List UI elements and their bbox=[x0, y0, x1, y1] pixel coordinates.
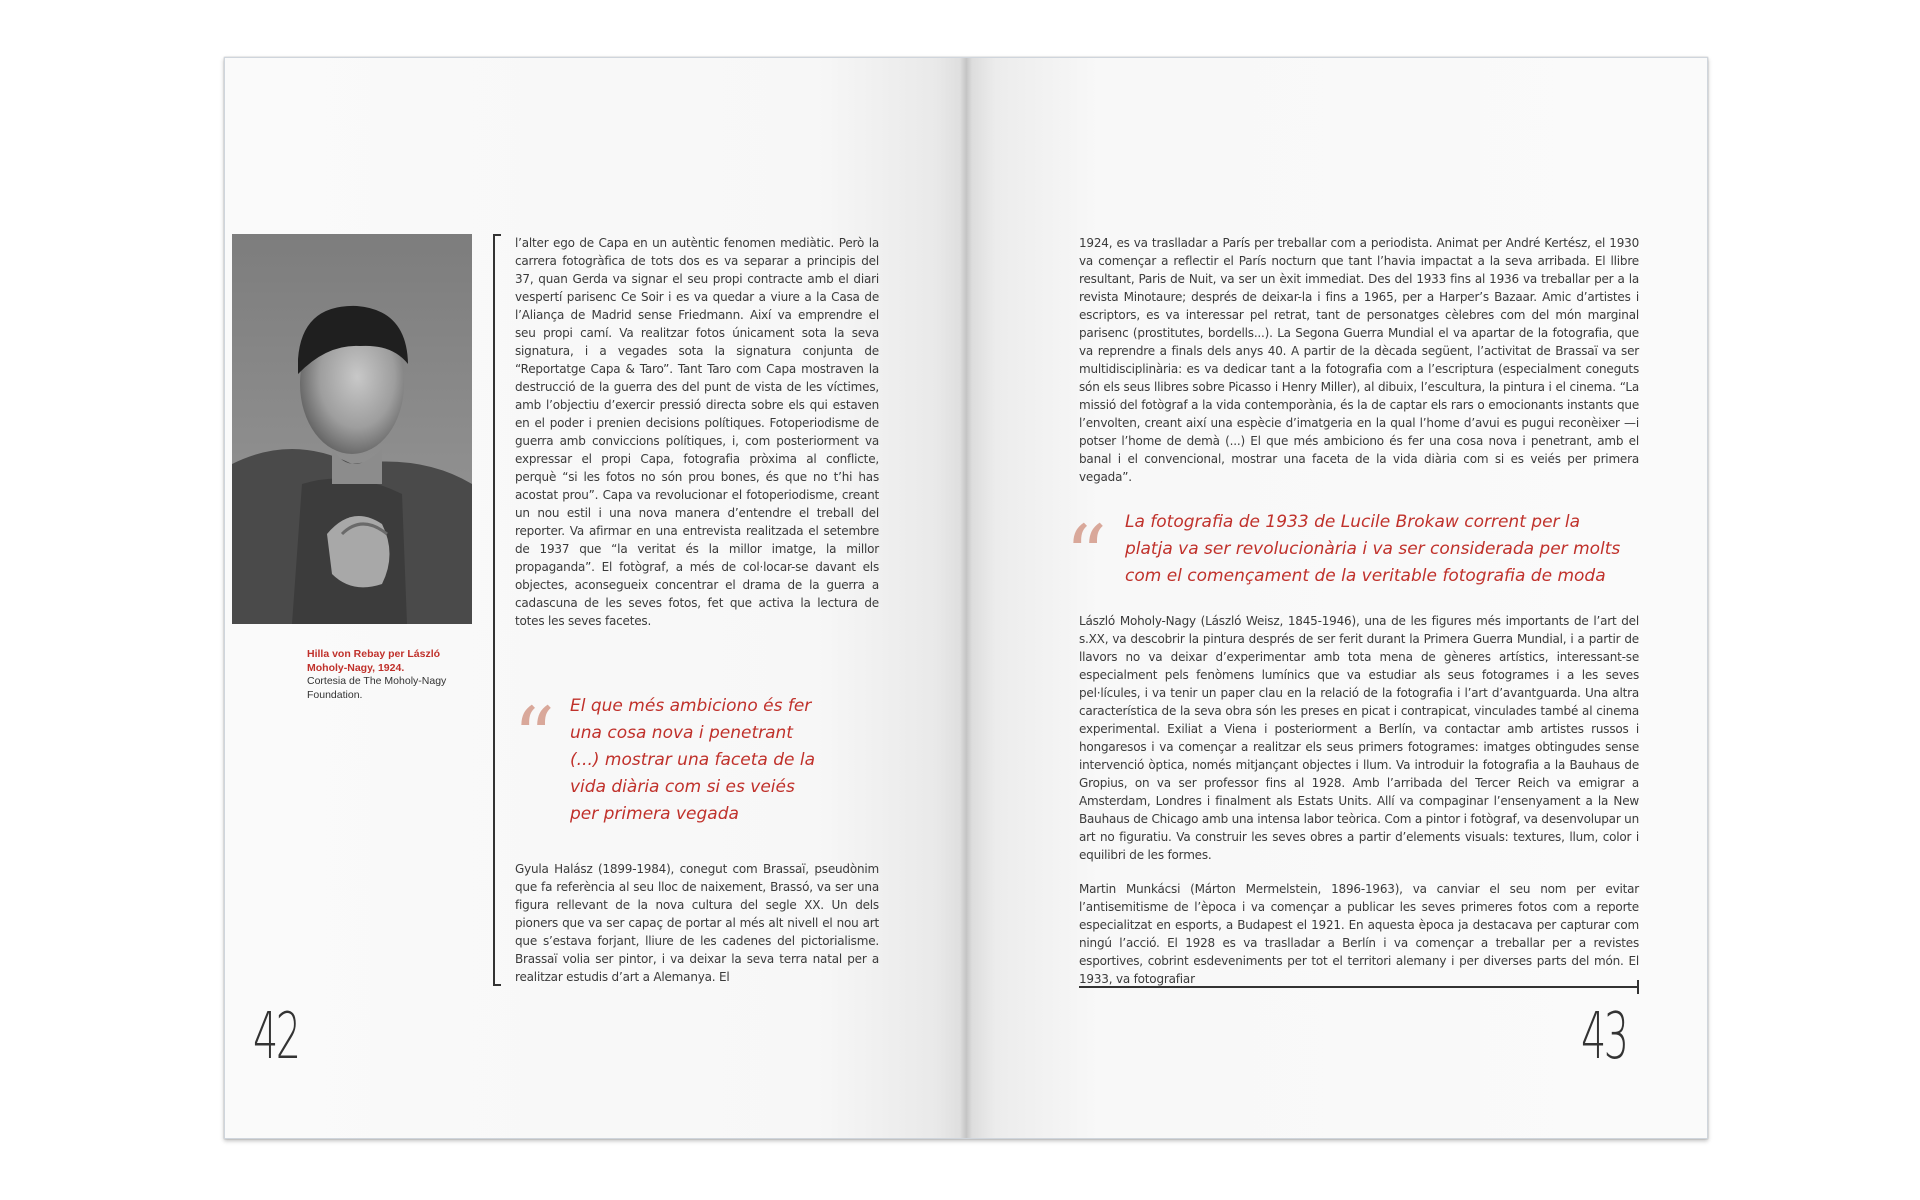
right-pull-quote: La fotografia de 1933 de Lucile Brokaw corrent per la platja va ser revolucionària i va ser considerada per molts com el començament de la veritable fotografia de moda bbox=[1125, 512, 1621, 586]
horizontal-rule bbox=[1079, 986, 1639, 988]
book-gutter bbox=[960, 58, 972, 1138]
left-pull-quote: El que més ambiciono és fer una cosa nova i penetrant (...) mostrar una faceta de la vida diària com si es veiés per primera vegada bbox=[570, 696, 816, 824]
left-page bbox=[225, 58, 966, 1138]
right-body-text-2: László Moholy-Nagy (László Weisz, 1845-1946), una de les figures més importants de l’art del s.XX, va descobrir la pintura després de ser ferit durant la Primera Guerra Mundial, i a partir de llavors no va deixar d’experimentar amb tota mena de gèneres artístics, interessant-se especialment pels fenòmens lumínics que va estudiar als seus fotogrames i a les seves pel·lícules, i va tenir un paper clau en la relació de la fotografia i l’art d’avantguarda. Una altra característica de la seva obra són les preses en picat i contrapicat, vinculades també al cinema experimental. Exiliat a Viena i posteriorment a Berlín, va contactar amb artistes russos i hongaresos i va començar a realitzar els seus primers fotogrames: imatges obtingudes sense intervenció òptica, només mitjançant objectes i llum. Va introduir la fotografia a la Bauhaus de Gropius, on va ser professor fins al 1928. Amb l’arribada del Tercer Reich va emigrar a Amsterdam, Londres i finalment als Estats Units. Allí va compaginar l’ensenyament a la New Bauhaus de Chicago amb una intensa labor teòrica. Com a pintor i fotògraf, va desenvolupar un art no figuratiu. Va construir les seves obres a partir d’elements visuals: textures, llum, color i equilibri de les formes. bbox=[1079, 614, 1639, 862]
caption-credit: Cortesia de The Moholy-Nagy Foundation. bbox=[307, 675, 447, 701]
left-body-text-2: Gyula Halász (1899-1984), conegut com Brassaï, pseudònim que fa referència al seu lloc de naixement, Brassó, va ser una figura rellevant de la nova cultura del segle XX. Un dels pioners que va ser capaç de portar al més alt nivell el nou art que s’estava forjant, lliure de les cadenes del pictorialisme. Brassaï volia ser pintor, i va deixar la seva terra natal per a realitzar estudis d’art a Alemanya. El bbox=[515, 862, 879, 984]
photo-caption bbox=[307, 648, 467, 702]
caption-title: Hilla von Rebay per László Moholy-Nagy, 1924. bbox=[307, 648, 441, 674]
quote-mark-icon: “ bbox=[1065, 509, 1107, 604]
vertical-rule-cap-bottom bbox=[493, 984, 501, 986]
vertical-rule bbox=[493, 234, 495, 986]
page-number-right: 43 bbox=[1581, 1000, 1627, 1074]
vertical-rule-cap-top bbox=[493, 234, 501, 236]
page-number-left: 42 bbox=[253, 1000, 299, 1074]
right-body-text-1: 1924, es va traslladar a París per treballar com a periodista. Animat per André Kertész, el 1930 va començar a reflectir el París nocturn que tant l’havia impactat a la seva arribada. El llibre resultant, Paris de Nuit, va ser un èxit immediat. Des del 1933 fins al 1936 va treballar per a la revista Minotaure; després de deixar-la i fins a 1965, per a Harper’s Bazaar. Amic d’artistes i escriptors, es va interessar pel retrat, tant de personatges cèlebres com del món marginal parisenc (prostitutes, bordells...). La Segona Guerra Mundial el va apartar de la fotografia, que va reprendre a finals dels anys 40. A partir de la dècada següent, l’activitat de Brassaï va ser multidisciplinària: es va dedicar tant a la fotografia com a l’escriptura (especialment coneguts són els seus llibres sobre Picasso i Henry Miller), al dibuix, l’escultura, la pintura i el cinema. “La missió del fotògraf a la vida contemporània, és la de captar els rars o emocionants instants que l’envolten, creant així una espècie d’imatgeria en la qual l’home d’avui es pugui reconèixer —i potser l’home de demà (...) El que més ambiciono és fer una cosa nova i penetrant, amb el banal i el convencional, mostrar una faceta de la vida diària com si es veiés per primera vegada”. bbox=[1079, 236, 1639, 484]
portrait-photo bbox=[232, 234, 472, 624]
right-body-text-3: Martin Munkácsi (Márton Mermelstein, 1896-1963), va canviar el seu nom per evitar l’antisemitisme de l’època i va començar a publicar les seves primeres fotos com a reporte especialitzat en esports, a Budapest el 1921. En aquesta època ja destacava per capturar com ningú l’acció. El 1928 es va traslladar a Berlín i va començar a treballar per a revistes esportives, cobrint esdeveniments per tot el territori alemany i per diverses parts del món. El 1933, va fotografiar bbox=[1079, 882, 1639, 986]
portrait-illustration bbox=[232, 234, 472, 624]
magazine-spread bbox=[224, 57, 1708, 1139]
quote-mark-icon: “ bbox=[513, 691, 555, 786]
horizontal-rule-end bbox=[1637, 980, 1639, 994]
left-body-text-1: l’alter ego de Capa en un autèntic fenomen mediàtic. Però la carrera fotogràfica de tots dos es va separar a principis del 37, quan Gerda va signar el seu propi contracte amb el diari vespertí parisenc Ce Soir i es va quedar a viure a la Casa de l’Aliança de Madrid sense Friedmann. Així va emprendre el seu propi camí. Va realitzar fotos únicament sota la seva signatura, i a vegades sota la signatura conjunta de “Reportatge Capa & Taro”. Tant Taro com Capa mostraven la destrucció de la guerra des del punt de vista de les víctimes, amb l’objectiu d’exercir pressió directa sobre els qui estaven en el poder i prenien decisions polítiques. Fotoperiodisme de guerra amb conviccions polítiques, i, com posteriorment va expressar el propi Capa, fotografia pròxima al conflicte, perquè “si les fotos no són prou bones, és que no t’hi has acostat prou”. Capa va revolucionar el fotoperiodisme, creant un nou estil i una nova manera d’entendre el treball del reporter. Va afirmar en una entrevista realitzada el setembre de 1937 que “la veritat és la millor imatge, la millor propaganda”. El fotògraf, a més de col·locar-se davant els objectes, aconsegueix concentrar el drama de la guerra a cadascuna de les seves fotos, fet que activa la lectura de totes les seves facetes. bbox=[515, 236, 879, 628]
